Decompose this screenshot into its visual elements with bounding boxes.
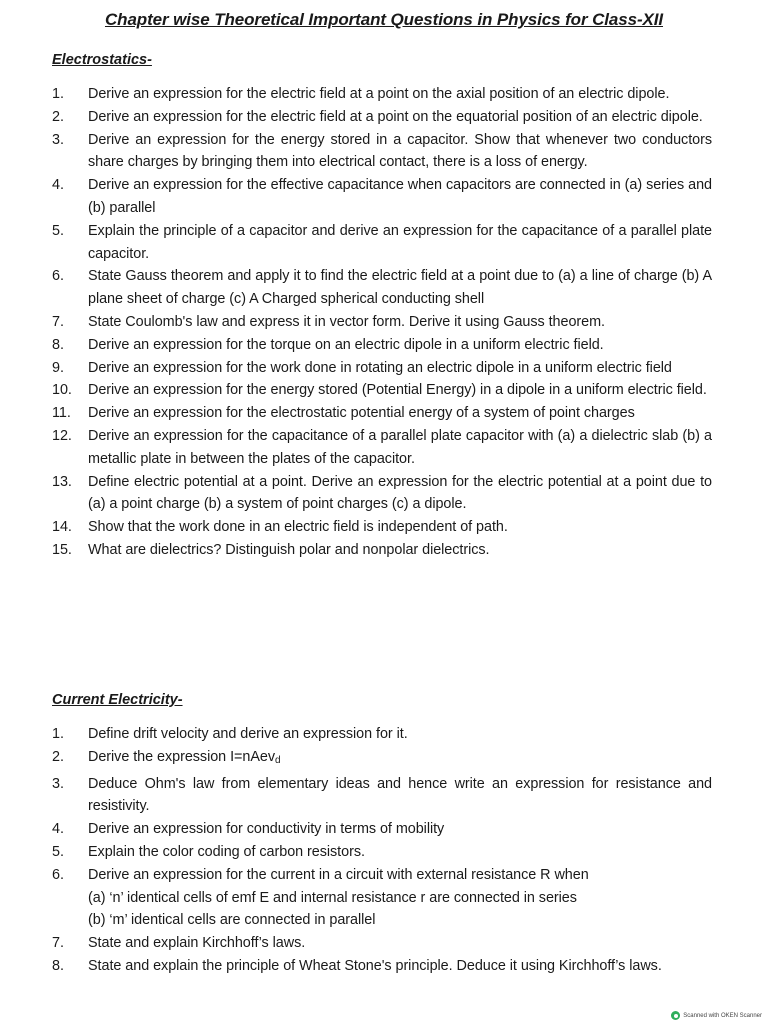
item-number: 3.: [52, 775, 64, 792]
item-text: Derive an expression for the electrostatic potential energy of a system of point charges: [88, 405, 635, 422]
list-item: [0, 539, 768, 562]
list-item: [0, 334, 768, 357]
item-text: Derive an expression for the energy stored (Potential Energy) in a dipole in a uniform electric field.: [88, 382, 707, 399]
scanner-text: Scanned with OKEN Scanner: [683, 1012, 762, 1019]
list-item: [0, 106, 768, 129]
list-item: [0, 471, 768, 517]
scanner-logo-icon: [671, 1011, 680, 1020]
list-item: [0, 746, 768, 773]
item-text: Derive an expression for conductivity in terms of mobility: [88, 821, 445, 838]
list-item: [0, 955, 768, 978]
item-number: 5.: [52, 222, 64, 239]
item-number: 7.: [52, 935, 64, 952]
list-item: [0, 818, 768, 841]
item-number: 15.: [52, 541, 72, 558]
item-number: 8.: [52, 957, 64, 974]
list-item: [0, 425, 768, 471]
list-item: [0, 129, 768, 175]
item-number: 1.: [52, 726, 64, 742]
item-text: Explain the color coding of carbon resistors.: [88, 843, 365, 860]
item-text: Derive an expression for the capacitance of a parallel plate capacitor with (a) a dielectric slab (b) a metallic plate in between the plates of the capacitor.: [88, 427, 712, 467]
list-item: [0, 265, 768, 311]
item-number: 14.: [52, 519, 72, 536]
item-text: Derive the expression I=nAev: [88, 748, 275, 765]
list-item: [0, 864, 768, 932]
question-list-electrostatics: [0, 83, 768, 562]
item-number: 1.: [52, 86, 64, 102]
subscript-d: d: [274, 754, 281, 766]
list-item: [0, 379, 768, 402]
list-item: [0, 516, 768, 539]
list-item: [0, 311, 768, 334]
list-item: [0, 83, 768, 106]
item-text: State Gauss theorem and apply it to find the electric field at a point due to (a) a line of charge (b) A plane sheet of charge (c) A Charged spherical conducting shell: [88, 268, 712, 308]
item-number: 6.: [52, 268, 64, 285]
list-item: [0, 773, 768, 819]
item-number: 6.: [52, 866, 64, 883]
list-item: [0, 932, 768, 955]
item-text: Derive an expression for the work done in rotating an electric dipole in a uniform electric field: [88, 359, 672, 376]
item-number: 4.: [52, 821, 64, 838]
item-text: Define electric potential at a point. Derive an expression for the electric potential at a point due to (a) a point charge (b) a system of point charges (c) a dipole.: [88, 473, 712, 513]
item-number: 9.: [52, 359, 64, 376]
item-number: 4.: [52, 177, 64, 194]
item-number: 11.: [52, 405, 71, 422]
item-text: What are dielectrics? Distinguish polar and nonpolar dielectrics.: [88, 541, 490, 558]
list-item: [0, 402, 768, 425]
item-text: Deduce Ohm's law from elementary ideas and hence write an expression for resistance and resistivity.: [88, 775, 712, 815]
item-number: 13.: [52, 473, 72, 490]
item-subline-b: (b) ‘m’ identical cells are connected in parallel: [88, 912, 376, 929]
item-number: 8.: [52, 336, 64, 353]
list-item: [0, 174, 768, 220]
section-heading-electrostatics: Electrostatics-: [52, 52, 152, 68]
item-text: Derive an expression for the current in a circuit with external resistance R when: [88, 866, 589, 883]
scanner-watermark: [671, 1011, 762, 1020]
item-text: State Coulomb's law and express it in vector form. Derive it using Gauss theorem.: [88, 313, 605, 330]
item-text: Derive an expression for the torque on an electric dipole in a uniform electric field.: [88, 336, 604, 353]
item-number: 5.: [52, 843, 64, 860]
item-number: 2.: [52, 108, 64, 125]
item-number: 12.: [52, 427, 72, 444]
item-text: Derive an expression for the electric field at a point on the equatorial position of an electric dipole.: [88, 108, 703, 125]
list-item: [0, 220, 768, 266]
item-text: Explain the principle of a capacitor and derive an expression for the capacitance of a parallel plate capacitor.: [88, 222, 712, 262]
item-number: 7.: [52, 313, 64, 330]
item-number: 10.: [52, 382, 72, 399]
page-title: Chapter wise Theoretical Important Questions in Physics for Class-XII: [104, 10, 664, 29]
list-item: [0, 723, 768, 746]
item-text: Define drift velocity and derive an expression for it.: [88, 726, 408, 742]
item-text: State and explain the principle of Wheat Stone's principle. Deduce it using Kirchhoff’s laws.: [88, 957, 662, 974]
list-item: [0, 841, 768, 864]
section-heading-current-electricity: Current Electricity-: [52, 692, 183, 708]
question-list-current-electricity: [0, 723, 768, 978]
list-item: [0, 357, 768, 380]
item-text: Derive an expression for the electric field at a point on the axial position of an electric dipole.: [88, 86, 670, 102]
item-text: Derive an expression for the effective capacitance when capacitors are connected in (a) series and (b) parallel: [88, 177, 712, 216]
item-number: 3.: [52, 131, 64, 148]
item-text: State and explain Kirchhoff’s laws.: [88, 935, 306, 952]
item-number: 2.: [52, 748, 64, 765]
item-text: Show that the work done in an electric field is independent of path.: [88, 519, 508, 536]
item-subline-a: (a) ‘n’ identical cells of emf E and internal resistance r are connected in series: [88, 889, 577, 906]
item-text: Derive an expression for the energy stored in a capacitor. Show that whenever two conductors share charges by bringing them into electrical contact, there is a loss of energy.: [88, 131, 712, 171]
